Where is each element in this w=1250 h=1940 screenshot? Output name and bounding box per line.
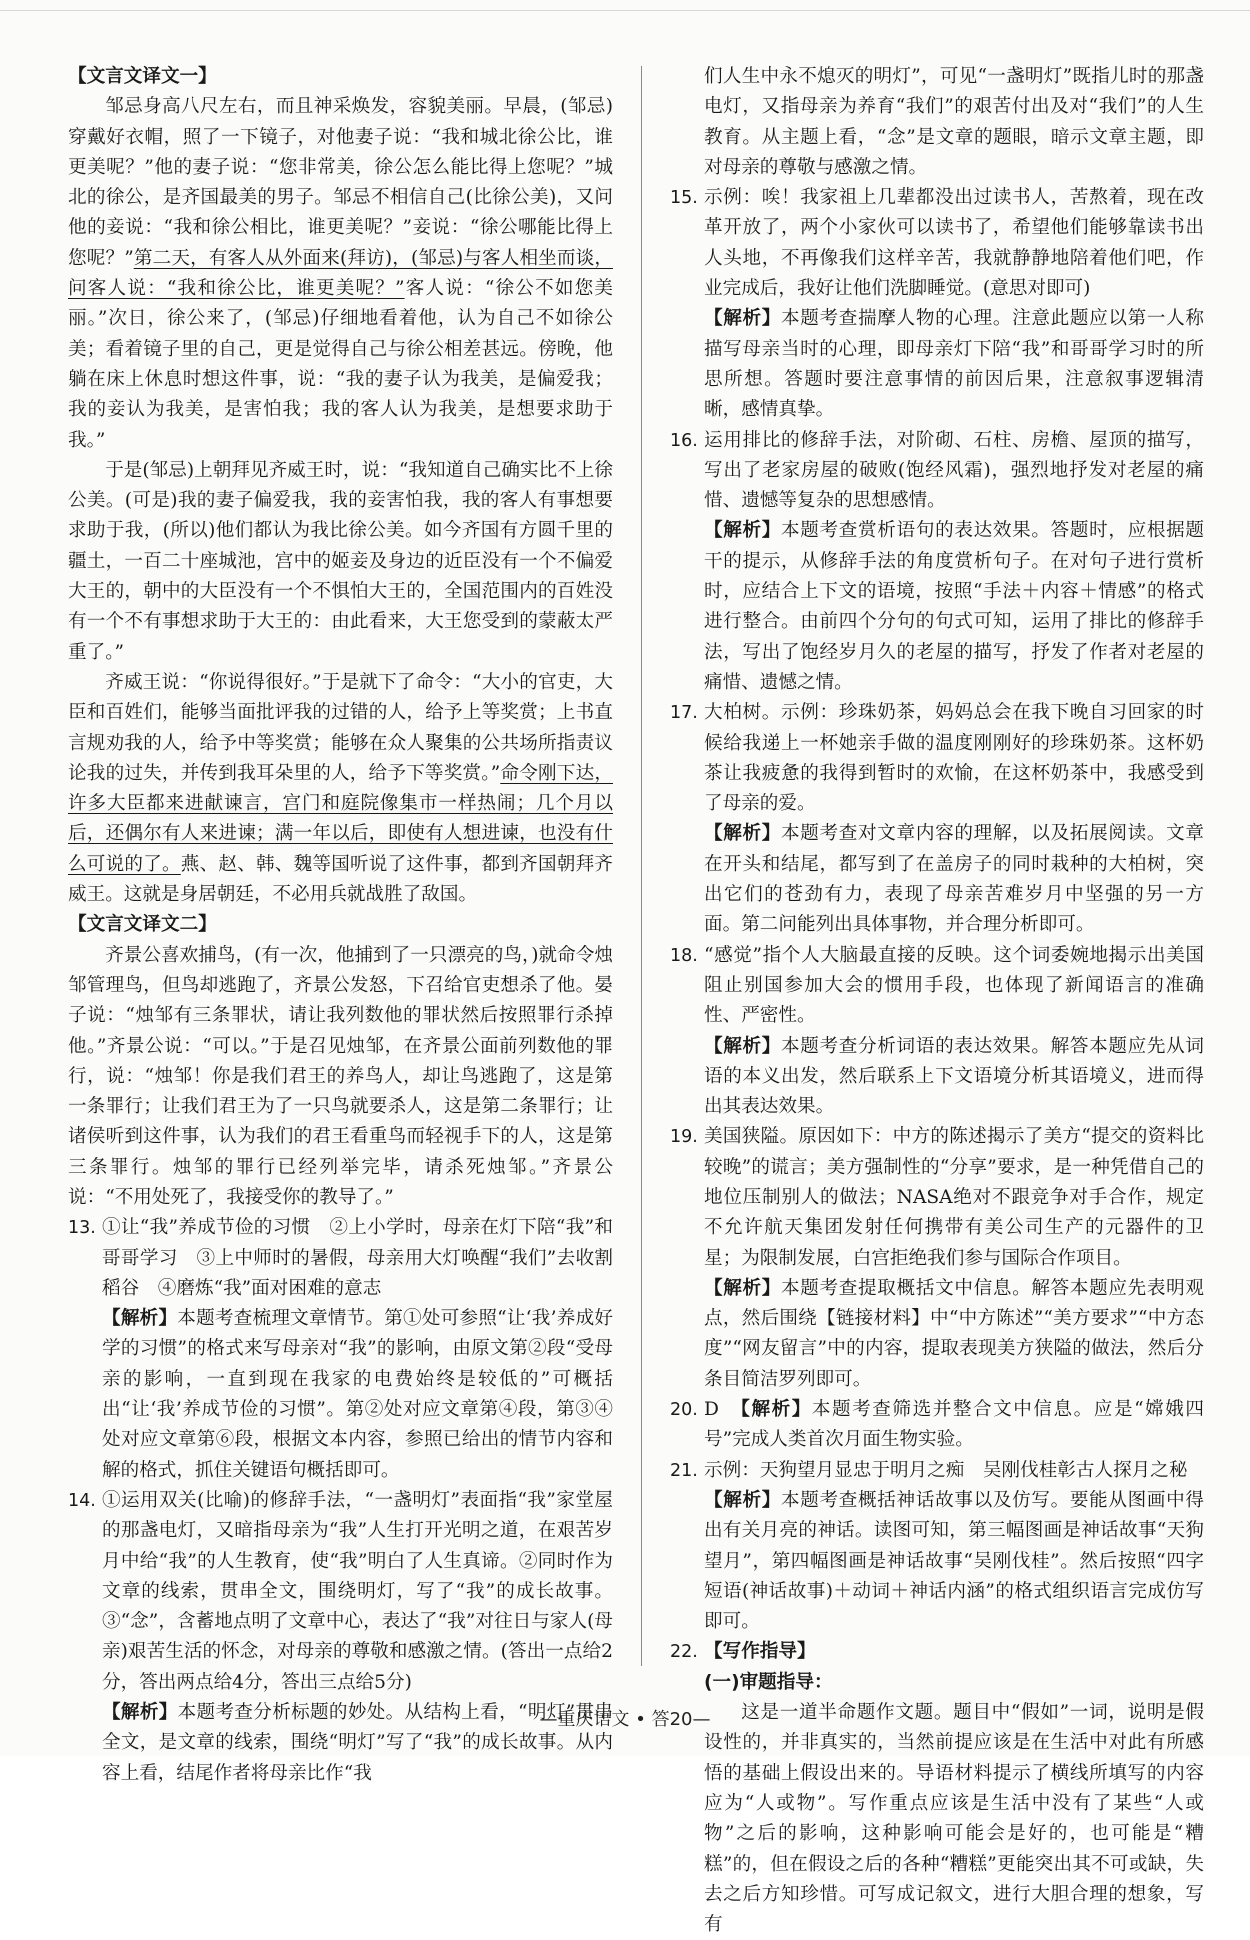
question-21-analysis-text: 本题考查概括神话故事以及仿写。要能从图画中得出有关月亮的神话。读图可知，第三幅图画是神话故事“天狗望月”，第四幅图画是神话故事“吴刚伐桂”。然后按照“四字短语(神话故事)＋动词＋神话内涵”的格式组织语言完成仿写即可。 bbox=[704, 1489, 1204, 1633]
question-14-analysis-continued: 们人生中永不熄灭的明灯”，可见“一盏明灯”既指儿时的那盏电灯，又指母亲为养育“我们”的艰苦付出及对“我们”的人生教育。从主题上看，“念”是文章的题眼，暗示文章主题，即对母亲的尊敬与感激之情。 bbox=[704, 66, 1204, 178]
question-19-number: 19. bbox=[670, 1127, 698, 1148]
analysis-tag: 【解析】 bbox=[740, 1399, 812, 1421]
analysis-tag: 【解析】 bbox=[704, 1489, 782, 1511]
question-22-number: 22. bbox=[670, 1642, 698, 1663]
question-20-number: 20. bbox=[670, 1400, 698, 1421]
question-20 bbox=[670, 1395, 1204, 1456]
column-divider bbox=[641, 66, 642, 1666]
question-17 bbox=[670, 698, 1204, 940]
question-17-number: 17. bbox=[670, 703, 698, 724]
translation-two-heading: 【文言文译文二】 bbox=[68, 914, 217, 936]
question-14-analysis-text: 本题考查分析标题的妙处。从结构上看，“明灯”贯串全文，是文章的线索，围绕“明灯”写了“我”的成长故事。从内容上看，结尾作者将母亲比作“我 bbox=[102, 1702, 613, 1784]
question-15 bbox=[670, 183, 1204, 425]
question-18-analysis bbox=[704, 1032, 1204, 1123]
question-13-analysis-text: 本题考查梳理文章情节。第①处可参照“让‘我’养成好学的习惯”的格式来写母亲对“我”的影响，由原文第②段“受母亲的影响，一直到现在我家的电费始终是较低的”可概括出“让‘我’养成节俭的习惯”。第②处对应文章第④段，第③④处对应文章第⑥段，根据文本内容，参照已给出的情节内容和解的格式，抓住关键语句概括即可。 bbox=[102, 1308, 613, 1481]
question-17-analysis bbox=[704, 819, 1204, 940]
question-18-answer: “感觉”指个人大脑最直接的反映。这个词委婉地揭示出美国阻止别国参加大会的惯用手段，也体现了新闻语言的准确性、严密性。 bbox=[704, 944, 1204, 1027]
analysis-tag: 【解析】 bbox=[102, 1702, 178, 1724]
question-21-analysis bbox=[704, 1486, 1204, 1637]
question-16-analysis bbox=[704, 516, 1204, 698]
translation-one-paragraph-3 bbox=[68, 668, 613, 910]
question-14-number: 14. bbox=[68, 1490, 96, 1511]
question-13-analysis bbox=[102, 1304, 613, 1486]
writing-guide-heading: 【写作指导】 bbox=[704, 1641, 816, 1663]
question-21-number: 21. bbox=[670, 1460, 698, 1481]
question-16-analysis-text: 本题考查赏析语句的表达效果。答题时，应根据题干的提示，从修辞手法的角度赏析句子。在对句子进行赏析时，应结合上下文的语境，按照“手法＋内容＋情感”的格式进行整合。由前四个分句的句式可知，运用了排比的修辞手法，写出了饱经岁月久的老屋的描写，抒发了作者对老屋的痛惜、遗憾之情。 bbox=[704, 520, 1204, 693]
question-15-analysis bbox=[704, 304, 1204, 425]
question-19 bbox=[670, 1122, 1204, 1395]
analysis-tag: 【解析】 bbox=[704, 1035, 782, 1057]
question-17-answer: 大柏树。示例：珍珠奶茶，妈妈总会在我下晚自习回家的时候给我递上一杯她亲手做的温度刚刚好的珍珠奶茶。这杯奶茶让我疲惫的我得到暂时的欢愉，在这杯奶茶中，我感受到了母亲的爱。 bbox=[704, 702, 1204, 815]
analysis-tag: 【解析】 bbox=[102, 1308, 178, 1330]
question-19-analysis bbox=[704, 1274, 1204, 1395]
question-20-analysis-text: 本题考查筛选并整合文中信息。应是“嫦娥四号”完成人类首次月面生物实验。 bbox=[704, 1399, 1204, 1451]
translation-one-p3-text-a: 齐威王说：“你说得很好。”于是就下了命令：“大小的官吏，大臣和百姓们，能够当面批评我的过错的人，给予上等奖赏；上书直言规劝我的人，给予中等奖赏；能够在众人聚集的公共场所指责议论我的过失，并传到我耳朵里的人，给予下等奖赏。” bbox=[68, 671, 613, 784]
translation-one-p3-underlined: 命令刚下达，许多大臣都来进献谏言，宫门和庭院像集市一样热闹；几个月以后，还偶尔有人来进谏；满一年以后，即使有人想进谏，也没有什么可说的了。 bbox=[68, 762, 613, 875]
question-15-answer: 示例：唉！我家祖上几辈都没出过读书人，苦熬着，现在改革开放了，两个小家伙可以读书了，希望他们能够靠读书出人头地，不再像我们这样辛苦，我就静静地陪着他们吧，作业完成后，我好让他们洗脚睡觉。(意思对即可) bbox=[704, 187, 1204, 300]
question-13-number: 13. bbox=[68, 1218, 96, 1239]
question-18 bbox=[670, 941, 1204, 1123]
analysis-tag: 【解析】 bbox=[704, 520, 782, 542]
top-edge-line bbox=[0, 10, 1250, 11]
question-15-number: 15. bbox=[670, 188, 698, 209]
question-21 bbox=[670, 1456, 1204, 1638]
question-13-answer: ①让“我”养成节俭的习惯 ②上小学时，母亲在灯下陪“我”和哥哥学习 ③上中师时的暑假，母亲用大灯唤醒“我们”去收割稻谷 ④磨炼“我”面对困难的意志 bbox=[102, 1217, 613, 1299]
right-column bbox=[670, 62, 1204, 1940]
translation-one-p1-text-b: 客人说：“徐公不如您美丽。”次日，徐公来了，(邹忌)仔细地看着他，认为自己不如徐公美；看着镜子里的自己，更是觉得自己与徐公相差甚远。傍晚，他躺在床上休息时想这件事，说：“我的妻子认为我美，是偏爱我；我的妾认为我美，是害怕我；我的客人认为我美，是想要求助于我。” bbox=[68, 278, 613, 451]
question-22 bbox=[670, 1637, 1204, 1940]
translation-two-paragraph: 齐景公喜欢捕鸟，(有一次，他捕到了一只漂亮的鸟，)就命令烛邹管理鸟，但鸟却逃跑了，齐景公发怒，下召给官吏想杀了他。晏子说：“烛邹有三条罪状，请让我列数他的罪状然后按照罪行杀掉他。”齐景公说：“可以。”于是召见烛邹，在齐景公面前列数他的罪行，说：“烛邹！你是我们君王的养鸟人，却让鸟逃跑了，这是第一条罪行；让我们君王为了一只鸟就要杀人，这是第二条罪行；让诸侯听到这件事，认为我们的君王看重鸟而轻视手下的人，这是第三条罪行。烛邹的罪行已经列举完毕，请杀死烛邹。”齐景公说：“不用处死了，我接受你的教导了。” bbox=[68, 944, 613, 1208]
translation-one-p3-text-b: 燕、赵、韩、魏等国听说了这件事，都到齐国朝拜齐威王。这就是身居朝廷，不必用兵就战胜了敌国。 bbox=[68, 853, 613, 906]
question-16-answer: 运用排比的修辞手法，对阶砌、石柱、房檐、屋顶的描写，写出了老家房屋的破败(饱经风霜)，强烈地抒发对老屋的痛惜、遗憾等复杂的思想感情。 bbox=[704, 429, 1204, 512]
analysis-tag: 【解析】 bbox=[704, 823, 782, 845]
question-19-answer: 美国狭隘。原因如下：中方的陈述揭示了美方“提交的资料比较晚”的谎言；美方强制性的“分享”要求，是一种凭借自己的地位压制别人的做法；NASA绝对不跟竞争对手合作，规定不允许航天集团发射任何携带有美公司生产的元器件的卫星；为限制发展，白宫拒绝我们参与国际合作项目。 bbox=[704, 1126, 1204, 1269]
question-16 bbox=[670, 426, 1204, 699]
topic-guide-subheading: (一)审题指导： bbox=[704, 1671, 833, 1693]
question-21-answer: 示例：天狗望月显忠于明月之痴 吴刚伐桂彰古人探月之秘 bbox=[704, 1459, 1188, 1481]
question-13 bbox=[68, 1213, 613, 1486]
question-14-answer: ①运用双关(比喻)的修辞手法，“一盏明灯”表面指“我”家堂屋的那盏电灯，又暗指母亲为“我”人生打开光明之道，在艰苦岁月中给“我”的人生教育，使“我”明白了人生真谛。②同时作为文章的线索，贯串全文，围绕明灯，写了“我”的成长故事。③“念”，含蓄地点明了文章中心，表达了“我”对往日与家人(母亲)艰苦生活的怀念，对母亲的尊敬和感激之情。(答出一点给2分，答出两点给4分，答出三点给5分) bbox=[102, 1489, 613, 1693]
analysis-tag: 【解析】 bbox=[704, 1277, 782, 1299]
translation-one-paragraph-2: 于是(邹忌)上朝拜见齐威王时，说：“我知道自己确实比不上徐公美。(可是)我的妻子偏爱我，我的妾害怕我，我的客人有事想要求助于我，(所以)他们都认为我比徐公美。如今齐国有方圆千里的疆土，一百二十座城池，宫中的姬妾及身边的近臣没有一个不偏爱大王的，朝中的大臣没有一个不惧怕大王的，全国范围内的百姓没有一个不有事想求助于大王的：由此看来，大王您受到的蒙蔽太严重了。” bbox=[68, 459, 613, 663]
translation-one-heading: 【文言文译文一】 bbox=[68, 66, 217, 87]
left-column bbox=[68, 62, 613, 1789]
page-footer: —重庆语文 • 答20— bbox=[539, 1709, 711, 1730]
topic-guide-paragraph: 这是一道半命题作文题。题目中“假如”一词，说明是假设性的，并非真实的，当然前提应该是在生活中对此有所感悟的基础上假设出来的。导语材料提示了横线所填写的内容应为“人或物”。写作重点应该是生活中没有了某些“人或物”之后的影响，这种影响可能会是好的，也可能是“糟糕”的，但在假设之后的各种“糟糕”更能突出其不可或缺，失去之后方知珍惜。可写成记叙文，进行大胆合理的想象，写有 bbox=[704, 1702, 1204, 1936]
question-19-analysis-text: 本题考查提取概括文中信息。解答本题应先表明观点，然后围绕【链接材料】中“中方陈述”“美方要求”“中方态度”“网友留言”中的内容，提取表现美方狭隘的做法，然后分条目简洁罗列即可。 bbox=[704, 1277, 1204, 1390]
question-14-continued bbox=[670, 62, 1204, 183]
question-18-analysis-text: 本题考查分析词语的表达效果。解答本题应先从词语的本义出发，然后联系上下文语境分析其语境义，进而得出其表达效果。 bbox=[704, 1035, 1204, 1118]
translation-one-p1-text-a: 邹忌身高八尺左右，而且神采焕发，容貌美丽。早晨，(邹忌)穿戴好衣帽，照了一下镜子，对他妻子说：“我和城北徐公比，谁更美呢？”他的妻子说：“您非常美，徐公怎么能比得上您呢？”城北的徐公，是齐国最美的男子。邹忌不相信自己(比徐公美)，又问他的妾说：“我和徐公相比，谁更美呢？”妾说：“徐公哪能比得上您呢？” bbox=[68, 96, 613, 269]
translation-one-p1-underlined: 第二天，有客人从外面来(拜访)，(邹忌)与客人相坐而谈，问客人说：“我和徐公比，谁更美呢？” bbox=[68, 247, 613, 300]
question-17-analysis-text: 本题考查对文章内容的理解，以及拓展阅读。文章在开头和结尾，都写到了在盖房子的同时栽种的大柏树，突出它们的苍劲有力，表现了母亲苦难岁月中坚强的另一方面。第二问能列出具体事物，并合理分析即可。 bbox=[704, 823, 1204, 936]
question-16-number: 16. bbox=[670, 430, 698, 451]
question-15-analysis-text: 本题考查揣摩人物的心理。注意此题应以第一人称描写母亲当时的心理，即母亲灯下陪“我”和哥哥学习时的所思所想。答题时要注意事情的前因后果，注意叙事逻辑清晰，感情真挚。 bbox=[704, 308, 1204, 421]
question-20-answer-and-analysis bbox=[704, 1395, 1204, 1456]
question-14 bbox=[68, 1486, 613, 1789]
question-18-number: 18. bbox=[670, 945, 698, 966]
translation-one-paragraph-1 bbox=[68, 92, 613, 456]
analysis-tag: 【解析】 bbox=[704, 308, 782, 330]
question-20-answer: D bbox=[704, 1399, 719, 1421]
